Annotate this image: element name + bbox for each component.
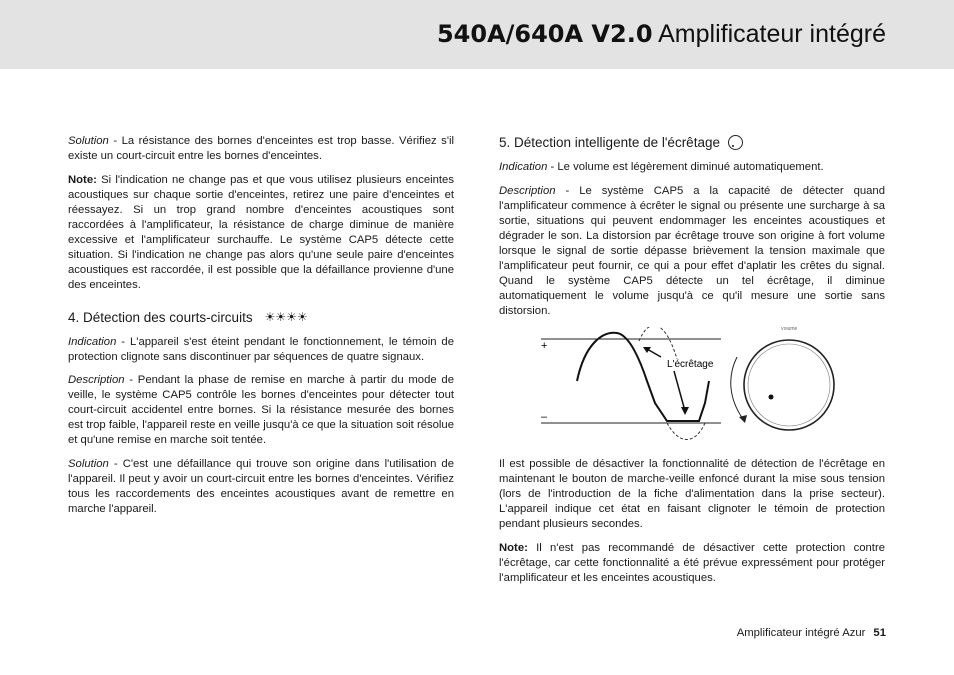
clipping-figure <box>499 327 885 447</box>
model-name: 540A/640A V2.0 <box>436 20 653 48</box>
ideal-waveform-dashed <box>639 327 677 359</box>
note-paragraph <box>68 173 454 293</box>
note-paragraph-5 <box>499 541 885 586</box>
disable-paragraph: Il est possible de désactiver la fonctionnalité de détection de l'écrêtage en maintenant le bouton de marche-veille enfoncé durant la mise sous tension (lors de l'introduction de la fiche d'alimentation dans la prise secteur). L'appareil indique cet état en faisant clignoter le témoin de protection pendant plusieurs secondes. <box>499 458 885 530</box>
product-title: Amplificateur intégré <box>658 20 886 48</box>
clip-arrowhead-down <box>681 407 689 415</box>
indication-paragraph-5 <box>499 160 885 175</box>
page-footer <box>737 626 886 640</box>
rotation-arrow <box>731 357 743 419</box>
description-text: - Pendant la phase de remise en marche à partir du mode de veille, le système CAP5 contrôle les bornes d'enceintes pour détecter tout court-circuit accidentel entre bornes. Si la résistance mesurée des bornes est trop faible, l'appareil reste en veille jusqu'à ce que la situation soit résolue et qu'une remise en marche soit tentée. <box>68 374 454 446</box>
section-5-heading <box>499 134 885 151</box>
description-label-5: Description <box>499 184 556 197</box>
indication-label-5: Indication <box>499 161 548 173</box>
ideal-waveform-dashed-lower <box>667 423 705 440</box>
description-text-5: - Le système CAP5 a la capacité de détecter quand l'amplificateur commence à écrêter le signal ou présente une surcharge à sa sortie, situations qui peuvent endommager les enceintes acoustiques et dégrader le son. La distorsion par écrêtage trouve son origine à fort volume lorsque le signal de sortie dépasse brièvement la tension maximale que l'amplificateur peut fournir, ce qui a pour effet d'aplatir les crêtes du signal. Quand le système CAP5 détecte un tel écrêtage, il diminue automatiquement le volume jusqu'à ce qu'il mesure une sortie sans distorsion. <box>499 184 885 317</box>
note-label: Note: <box>68 173 97 186</box>
volume-knob-inner <box>748 344 830 426</box>
solution-paragraph-2 <box>68 457 454 517</box>
solution-paragraph-1 <box>68 134 454 164</box>
solution-text-2: - C'est une défaillance qui trouve son origine dans l'utilisation de l'appareil. Il peut y avoir un court-circuit entre les bornes d'enceintes. Vérifiez tous les raccordements des enceintes acoustiques avant de remettre en marche l'appareil. <box>68 457 454 515</box>
description-label: Description <box>68 374 125 386</box>
volume-knob <box>744 340 834 430</box>
indication-paragraph <box>68 335 454 365</box>
rotation-arrowhead <box>739 415 747 423</box>
volume-knob-dot <box>769 395 774 400</box>
minus-label: – <box>541 411 548 423</box>
indication-text: - L'appareil s'est éteint pendant le fonctionnement, le témoin de protection clignote sans discontinuer par séquences de quatre signaux. <box>68 335 454 363</box>
right-column <box>499 134 885 594</box>
clip-arrow-up <box>647 349 661 357</box>
clipped-waveform <box>577 333 709 421</box>
indication-text-5: - Le volume est légèrement diminué automatiquement. <box>547 161 824 173</box>
flash-sequence-icon: ☀☀☀☀ <box>264 309 308 324</box>
section-4-title: 4. Détection des courts-circuits <box>68 309 253 325</box>
note-text-5: Il n'est pas recommandé de désactiver cette protection contre l'écrêtage, car cette fonctionnalité a été prévue expressément pour protéger l'amplificateur et les enceintes acoustiques. <box>499 541 885 584</box>
note-text: Si l'indication ne change pas et que vous utilisez plusieurs enceintes acoustiques sur chaque sortie d'enceintes, retirez une paire d'enceintes et réessayez. Si un trop grand nombre d'enceintes acoustiques sont raccordées à l'amplificateur, la résistance de charge diminue de manière excessive et l'amplificateur surchauffe. Le système CAP5 détecte cette situation. Si l'indication ne change pas alors qu'une seule paire d'enceintes acoustiques est raccordée, il est possible que la défaillance provienne d'une des enceintes. <box>68 173 454 291</box>
page-number: 51 <box>873 627 886 639</box>
solution-text: - La résistance des bornes d'enceintes est trop basse. Vérifiez s'il existe un court-circuit entre les bornes d'enceintes. <box>68 135 454 162</box>
volume-knob-icon <box>728 135 743 150</box>
volume-knob-label: Volume <box>780 327 798 332</box>
description-paragraph <box>68 373 454 448</box>
section-4-heading <box>68 309 454 326</box>
page-header <box>0 0 954 69</box>
section-5-title: 5. Détection intelligente de l'écrêtage <box>499 135 720 150</box>
plus-label: + <box>541 340 548 352</box>
left-column <box>68 134 454 525</box>
solution-label: Solution <box>68 135 109 147</box>
clipping-diagram <box>499 327 885 447</box>
page-title <box>437 18 886 50</box>
indication-label: Indication <box>68 335 117 348</box>
description-paragraph-5 <box>499 184 885 319</box>
solution-label-2: Solution <box>68 457 109 470</box>
note-label-5: Note: <box>499 541 528 554</box>
clip-arrow-down <box>674 371 685 411</box>
footer-label: Amplificateur intégré Azur <box>736 627 866 639</box>
clip-label: L'écrêtage <box>667 359 714 370</box>
